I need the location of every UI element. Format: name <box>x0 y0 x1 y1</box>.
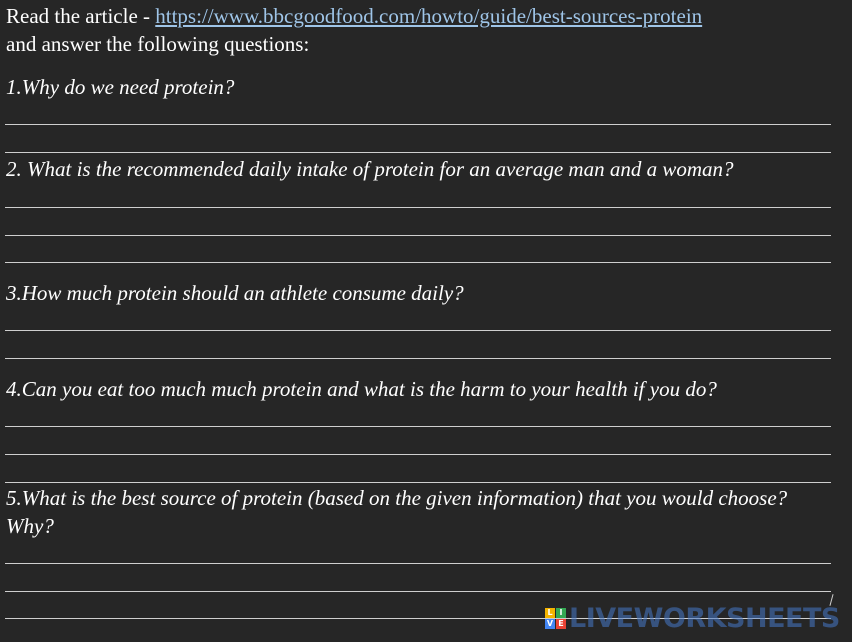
question-5: 5.What is the best source of protein (based on the given information) that you would choose? Why? <box>6 486 788 538</box>
question-4: 4.Can you eat too much much protein and what is the harm to your health if you do? <box>6 377 717 401</box>
liveworksheets-logo <box>545 608 566 629</box>
answer-line[interactable] <box>5 124 831 125</box>
answer-line[interactable] <box>5 358 831 359</box>
instructions-suffix: and answer the following questions: <box>6 32 310 56</box>
answer-line[interactable] <box>5 482 831 483</box>
question-3: 3.How much protein should an athlete consume daily? <box>6 281 464 305</box>
instructions <box>6 2 846 58</box>
answer-line[interactable] <box>5 563 831 564</box>
logo-letter: L <box>545 608 555 618</box>
answer-line[interactable] <box>5 454 831 455</box>
answer-line[interactable] <box>5 152 831 153</box>
answer-line[interactable] <box>5 330 831 331</box>
watermark-text: LIVEWORKSHEETS <box>569 602 840 634</box>
answer-line[interactable] <box>5 235 831 236</box>
article-link[interactable]: https://www.bbcgoodfood.com/howto/guide/best-sources-protein <box>155 4 703 28</box>
question-2: 2. What is the recommended daily intake of protein for an average man and a woman? <box>6 157 734 181</box>
instructions-prefix: Read the article - <box>6 4 156 28</box>
answer-line[interactable] <box>5 207 831 208</box>
logo-letter: I <box>556 608 566 618</box>
logo-letter: E <box>556 619 566 629</box>
question-1: 1.Why do we need protein? <box>6 75 235 99</box>
answer-line[interactable] <box>5 591 831 592</box>
answer-line[interactable] <box>5 262 831 263</box>
answer-line[interactable] <box>5 426 831 427</box>
logo-letter: V <box>546 619 554 628</box>
liveworksheets-watermark <box>545 604 840 632</box>
